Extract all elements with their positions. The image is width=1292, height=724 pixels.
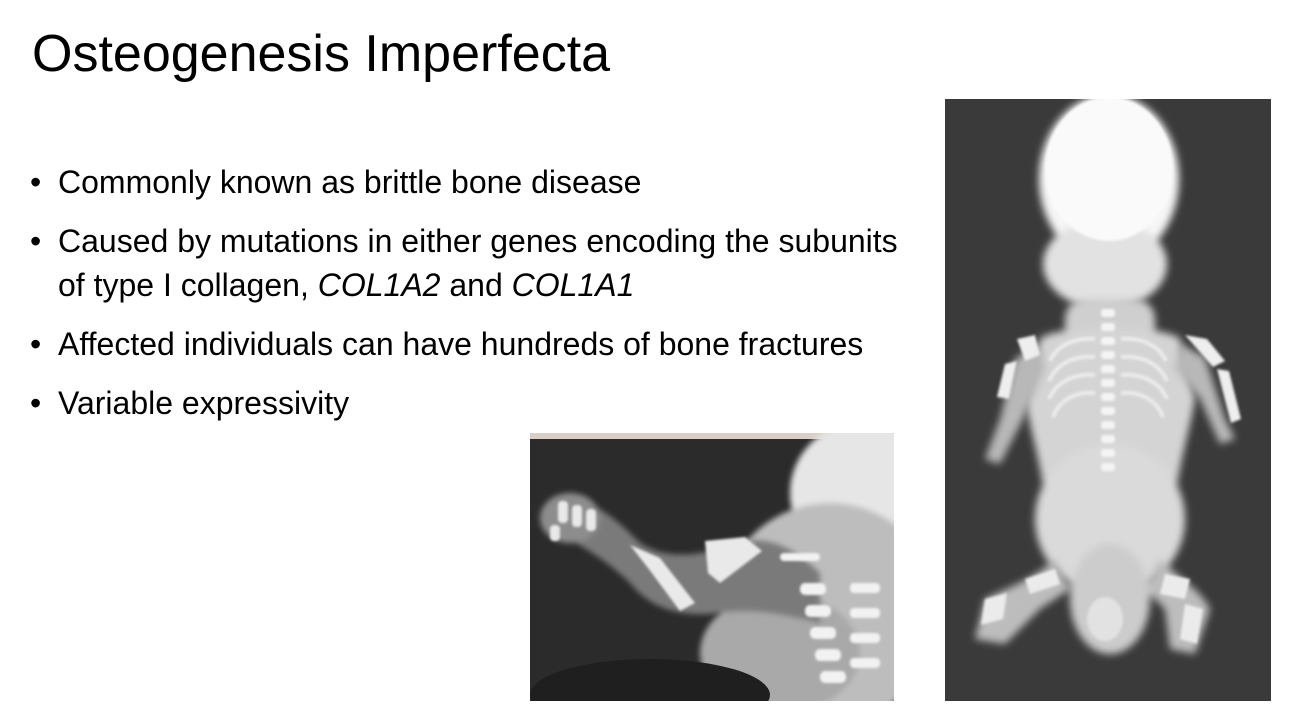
gene-name-col1a2: COL1A2 bbox=[317, 267, 441, 303]
bullet-text: Caused by mutations in either genes encoding the subunits of type I collagen, bbox=[58, 223, 898, 303]
bullet-text-joiner: and bbox=[440, 267, 512, 303]
bullet-glyph: • bbox=[30, 164, 42, 200]
bullet-item bbox=[30, 219, 910, 307]
xray-fetus-image bbox=[945, 99, 1271, 701]
bullet-glyph: • bbox=[30, 223, 42, 259]
bullet-item bbox=[30, 381, 910, 425]
bullet-text: Affected individuals can have hundreds of bone fractures bbox=[58, 326, 864, 362]
bullet-list bbox=[30, 160, 910, 440]
bullet-text: Variable expressivity bbox=[58, 385, 350, 421]
bullet-text: Commonly known as brittle bone disease bbox=[58, 164, 642, 200]
bullet-glyph: • bbox=[30, 326, 42, 362]
slide-title: Osteogenesis Imperfecta bbox=[32, 25, 611, 83]
xray-arm-graphic bbox=[530, 433, 894, 701]
bullet-item bbox=[30, 160, 910, 204]
xray-arm-image bbox=[530, 433, 894, 701]
bullet-glyph: • bbox=[30, 385, 42, 421]
bullet-item bbox=[30, 322, 910, 366]
xray-fetus-graphic bbox=[945, 99, 1271, 701]
gene-name-col1a1: COL1A1 bbox=[511, 267, 635, 303]
